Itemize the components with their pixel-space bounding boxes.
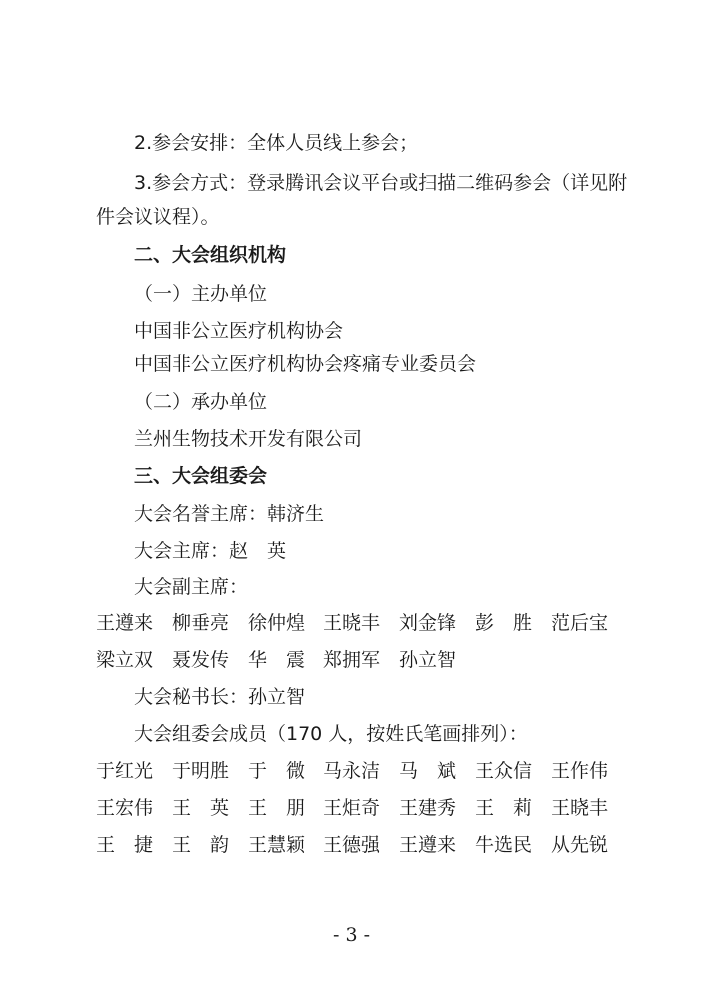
member-name: 从先锐 (551, 834, 609, 856)
member-name: 王晓丰 (551, 797, 609, 819)
item-3-text-line1: 3.参会方式：登录腾讯会议平台或扫描二维码参会（详见附 (134, 172, 628, 194)
host-org-2: 中国非公立医疗机构协会疼痛专业委员会 (134, 353, 477, 375)
member-name: 王慧颖 (248, 834, 306, 856)
member-name: 王 英 (172, 797, 230, 819)
member-name: 王 捷 (96, 834, 154, 856)
vice-chairs-row-1 (96, 610, 620, 636)
vice-chair-label: 大会副主席： (134, 576, 249, 598)
member-name: 王遵来 (399, 834, 457, 856)
vice-chair-name: 王晓丰 (323, 612, 381, 634)
vice-chair-name: 徐仲煌 (248, 612, 306, 634)
honorary-chair: 大会名誉主席：韩济生 (134, 503, 325, 525)
host-org-1: 中国非公立医疗机构协会 (134, 320, 344, 342)
item-3-text-line2: 件会议议程）。 (96, 206, 220, 228)
member-name: 于 微 (248, 760, 306, 782)
host-label: （一）主办单位 (134, 283, 268, 305)
vice-chair-name: 孙立智 (399, 649, 457, 671)
vice-chair-name: 柳垂亮 (172, 612, 230, 634)
section-3-heading: 三、大会组委会 (134, 465, 268, 487)
vice-chair-name: 聂发传 (172, 649, 230, 671)
vice-chair-name: 梁立双 (96, 649, 154, 671)
members-row-1 (96, 758, 620, 784)
member-name: 牛选民 (475, 834, 533, 856)
member-name: 于明胜 (172, 760, 230, 782)
member-name: 王德强 (323, 834, 381, 856)
vice-chair-name: 王遵来 (96, 612, 154, 634)
members-row-2 (96, 795, 620, 821)
vice-chair-name: 华 震 (248, 649, 306, 671)
members-row-3 (96, 832, 620, 858)
vice-chair-name: 郑拥军 (323, 649, 381, 671)
organizer-label: （二）承办单位 (134, 391, 268, 413)
member-name: 王 韵 (172, 834, 230, 856)
item-2-text: 2.参会安排：全体人员线上参会； (134, 132, 419, 154)
member-name: 王宏伟 (96, 797, 154, 819)
vice-chairs-row-2 (96, 647, 620, 673)
member-name: 王炬奇 (323, 797, 381, 819)
chair: 大会主席：赵 英 (134, 540, 287, 562)
member-name: 马永洁 (323, 760, 381, 782)
vice-chair-name: 范后宝 (551, 612, 609, 634)
members-label: 大会组委会成员（170 人，按姓氏笔画排列）： (134, 723, 528, 745)
member-name: 王 莉 (475, 797, 533, 819)
vice-chair-name: 刘金锋 (399, 612, 457, 634)
vice-chair-name: 彭 胜 (475, 612, 533, 634)
member-name: 王 朋 (248, 797, 306, 819)
secretary-general: 大会秘书长：孙立智 (134, 686, 306, 708)
organizer-org-1: 兰州生物技术开发有限公司 (134, 428, 363, 450)
member-name: 马 斌 (399, 760, 457, 782)
member-name: 王作伟 (551, 760, 609, 782)
member-name: 王建秀 (399, 797, 457, 819)
page-number: - 3 - (332, 924, 370, 946)
section-2-heading: 二、大会组织机构 (134, 244, 287, 266)
member-name: 于红光 (96, 760, 154, 782)
member-name: 王众信 (475, 760, 533, 782)
